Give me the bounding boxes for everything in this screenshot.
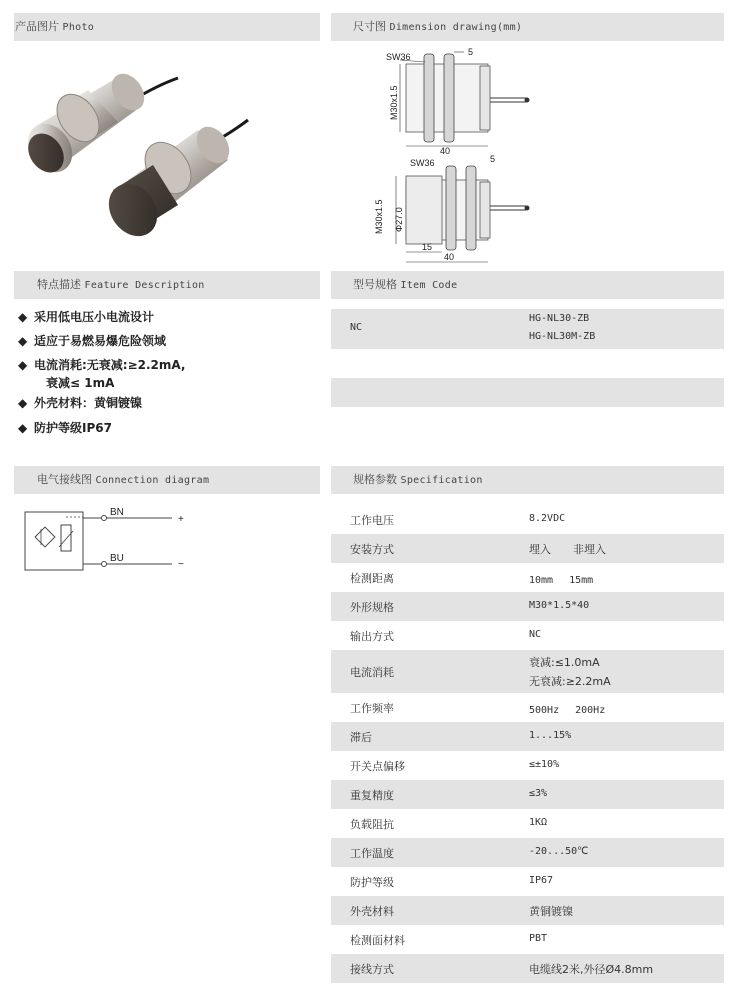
spec-key: 工作电压 [350,514,394,527]
feature-header-en: Feature Description [84,280,205,291]
spec-row [331,896,724,925]
feature-header [14,271,320,299]
spec-key: 工作频率 [350,702,394,715]
label-5-1: 5 [468,47,474,57]
spec-row [331,751,724,780]
label-sw36-2: SW36 [410,158,435,168]
label-5-2: 5 [490,154,496,164]
wire-bu-label: BU [110,553,124,564]
item-code-model-2: HG-NL30M-ZB [529,331,596,342]
feature-item: ◆ 采用低电压小电流设计 [18,310,155,324]
spec-key: 外壳材料 [350,905,394,918]
spec-key: 工作温度 [350,847,394,860]
spec-value: 8.2VDC [529,513,566,524]
bullet-diamond-icon: ◆ [18,310,28,324]
spec-value: -20...50℃ [529,846,589,857]
label-thread-2: M30x1.5 [374,199,384,234]
spec-value: 黄铜镀镍 [529,905,573,918]
minus-terminal: − [178,559,184,570]
spec-value: 1KΩ [529,817,548,828]
feature-item: ◆ 防护等级IP67 [18,421,112,435]
dimension-header [331,13,724,41]
label-40-1: 40 [440,146,451,156]
spec-row [331,693,724,722]
connection-header-zh: 电气接线图 [37,473,92,486]
spec-row [331,534,724,563]
spec-key: 防护等级 [350,876,394,889]
spec-header [331,466,724,494]
spec-row [331,505,724,534]
photo-header [14,13,320,41]
spec-key: 外形规格 [350,601,394,614]
spec-key: 接线方式 [350,963,394,976]
drawing-flush [386,47,530,156]
bullet-diamond-icon: ◆ [18,421,28,435]
dimension-header-en: Dimension drawing(mm) [389,22,523,33]
spec-row [331,867,724,896]
spec-value: 电缆线2米,外径Ø4.8mm [529,963,654,976]
connection-header-en: Connection diagram [95,475,210,486]
spec-header-zh: 规格参数 [353,473,397,486]
label-sw36-1: SW36 [386,52,411,62]
dimension-drawing [370,42,550,272]
photo-header-en: Photo [62,22,95,33]
wire-bn-label: BN [110,507,124,518]
item-code-header [331,271,724,299]
sensor-1 [19,68,151,181]
spec-key: 安装方式 [350,543,394,556]
spec-key: 输出方式 [350,630,394,643]
spec-row [331,780,724,809]
spec-key: 负载阻抗 [350,818,394,831]
product-photo [18,60,258,250]
spec-key: 电流消耗 [350,666,394,679]
dimension-header-zh: 尺寸图 [353,20,386,33]
spec-value: ≤3% [529,788,548,799]
bullet-diamond-icon: ◆ [18,396,28,410]
connection-diagram [24,505,194,575]
item-code-header-zh: 型号规格 [353,278,397,291]
spec-key: 检测面材料 [350,934,405,947]
item-code-output: NC [350,322,363,333]
label-40-2: 40 [444,252,455,262]
spec-value: PBT [529,933,548,944]
spec-key: 滞后 [350,731,372,744]
spec-value: IP67 [529,875,554,886]
spec-row [331,954,724,983]
spec-value: NC [529,629,542,640]
bullet-diamond-icon: ◆ [18,334,28,348]
spec-header-en: Specification [400,475,483,486]
spec-key: 重复精度 [350,789,394,802]
spec-key: 开关点偏移 [350,760,405,773]
item-code-row [331,309,724,349]
feature-item-continued: 衰减≤ 1mA [46,376,115,390]
feature-item: ◆ 适应于易燃易爆危险领域 [18,334,167,348]
spec-row [331,838,724,867]
spec-row [331,925,724,954]
spec-value: 1...15% [529,730,572,741]
spec-row [331,809,724,838]
spec-row [331,563,724,592]
connection-header [14,466,320,494]
item-code-empty-row [331,378,724,407]
spec-value: ≤±10% [529,759,560,770]
photo-header-zh: 产品图片 [15,20,59,33]
spec-value: 10mm 15mm [529,575,594,586]
spec-row [331,650,724,693]
item-code-model-1: HG-NL30-ZB [529,313,590,324]
label-thread-1: M30x1.5 [389,85,399,120]
label-dia-27: Φ27.0 [394,207,404,232]
spec-value: 衰减:≤1.0mA [529,656,600,669]
spec-row [331,722,724,751]
feature-header-zh: 特点描述 [37,278,81,291]
plus-terminal: + [178,514,184,525]
spec-row [331,621,724,650]
spec-value: M30*1.5*40 [529,600,590,611]
sensor-2 [99,121,236,246]
feature-item: ◆ 外壳材料：黄铜镀镍 [18,396,143,410]
item-code-header-en: Item Code [400,280,458,291]
spec-value-2: 无衰减:≥2.2mA [529,675,611,688]
spec-row [331,592,724,621]
spec-key: 检测距离 [350,572,394,585]
spec-value: 埋入 非埋入 [529,543,606,556]
spec-value: 500Hz 200Hz [529,705,606,716]
bullet-diamond-icon: ◆ [18,358,28,372]
drawing-nonflush [374,154,530,262]
feature-item: ◆ 电流消耗:无衰减:≥2.2mA, [18,358,186,372]
label-15: 15 [422,242,433,252]
